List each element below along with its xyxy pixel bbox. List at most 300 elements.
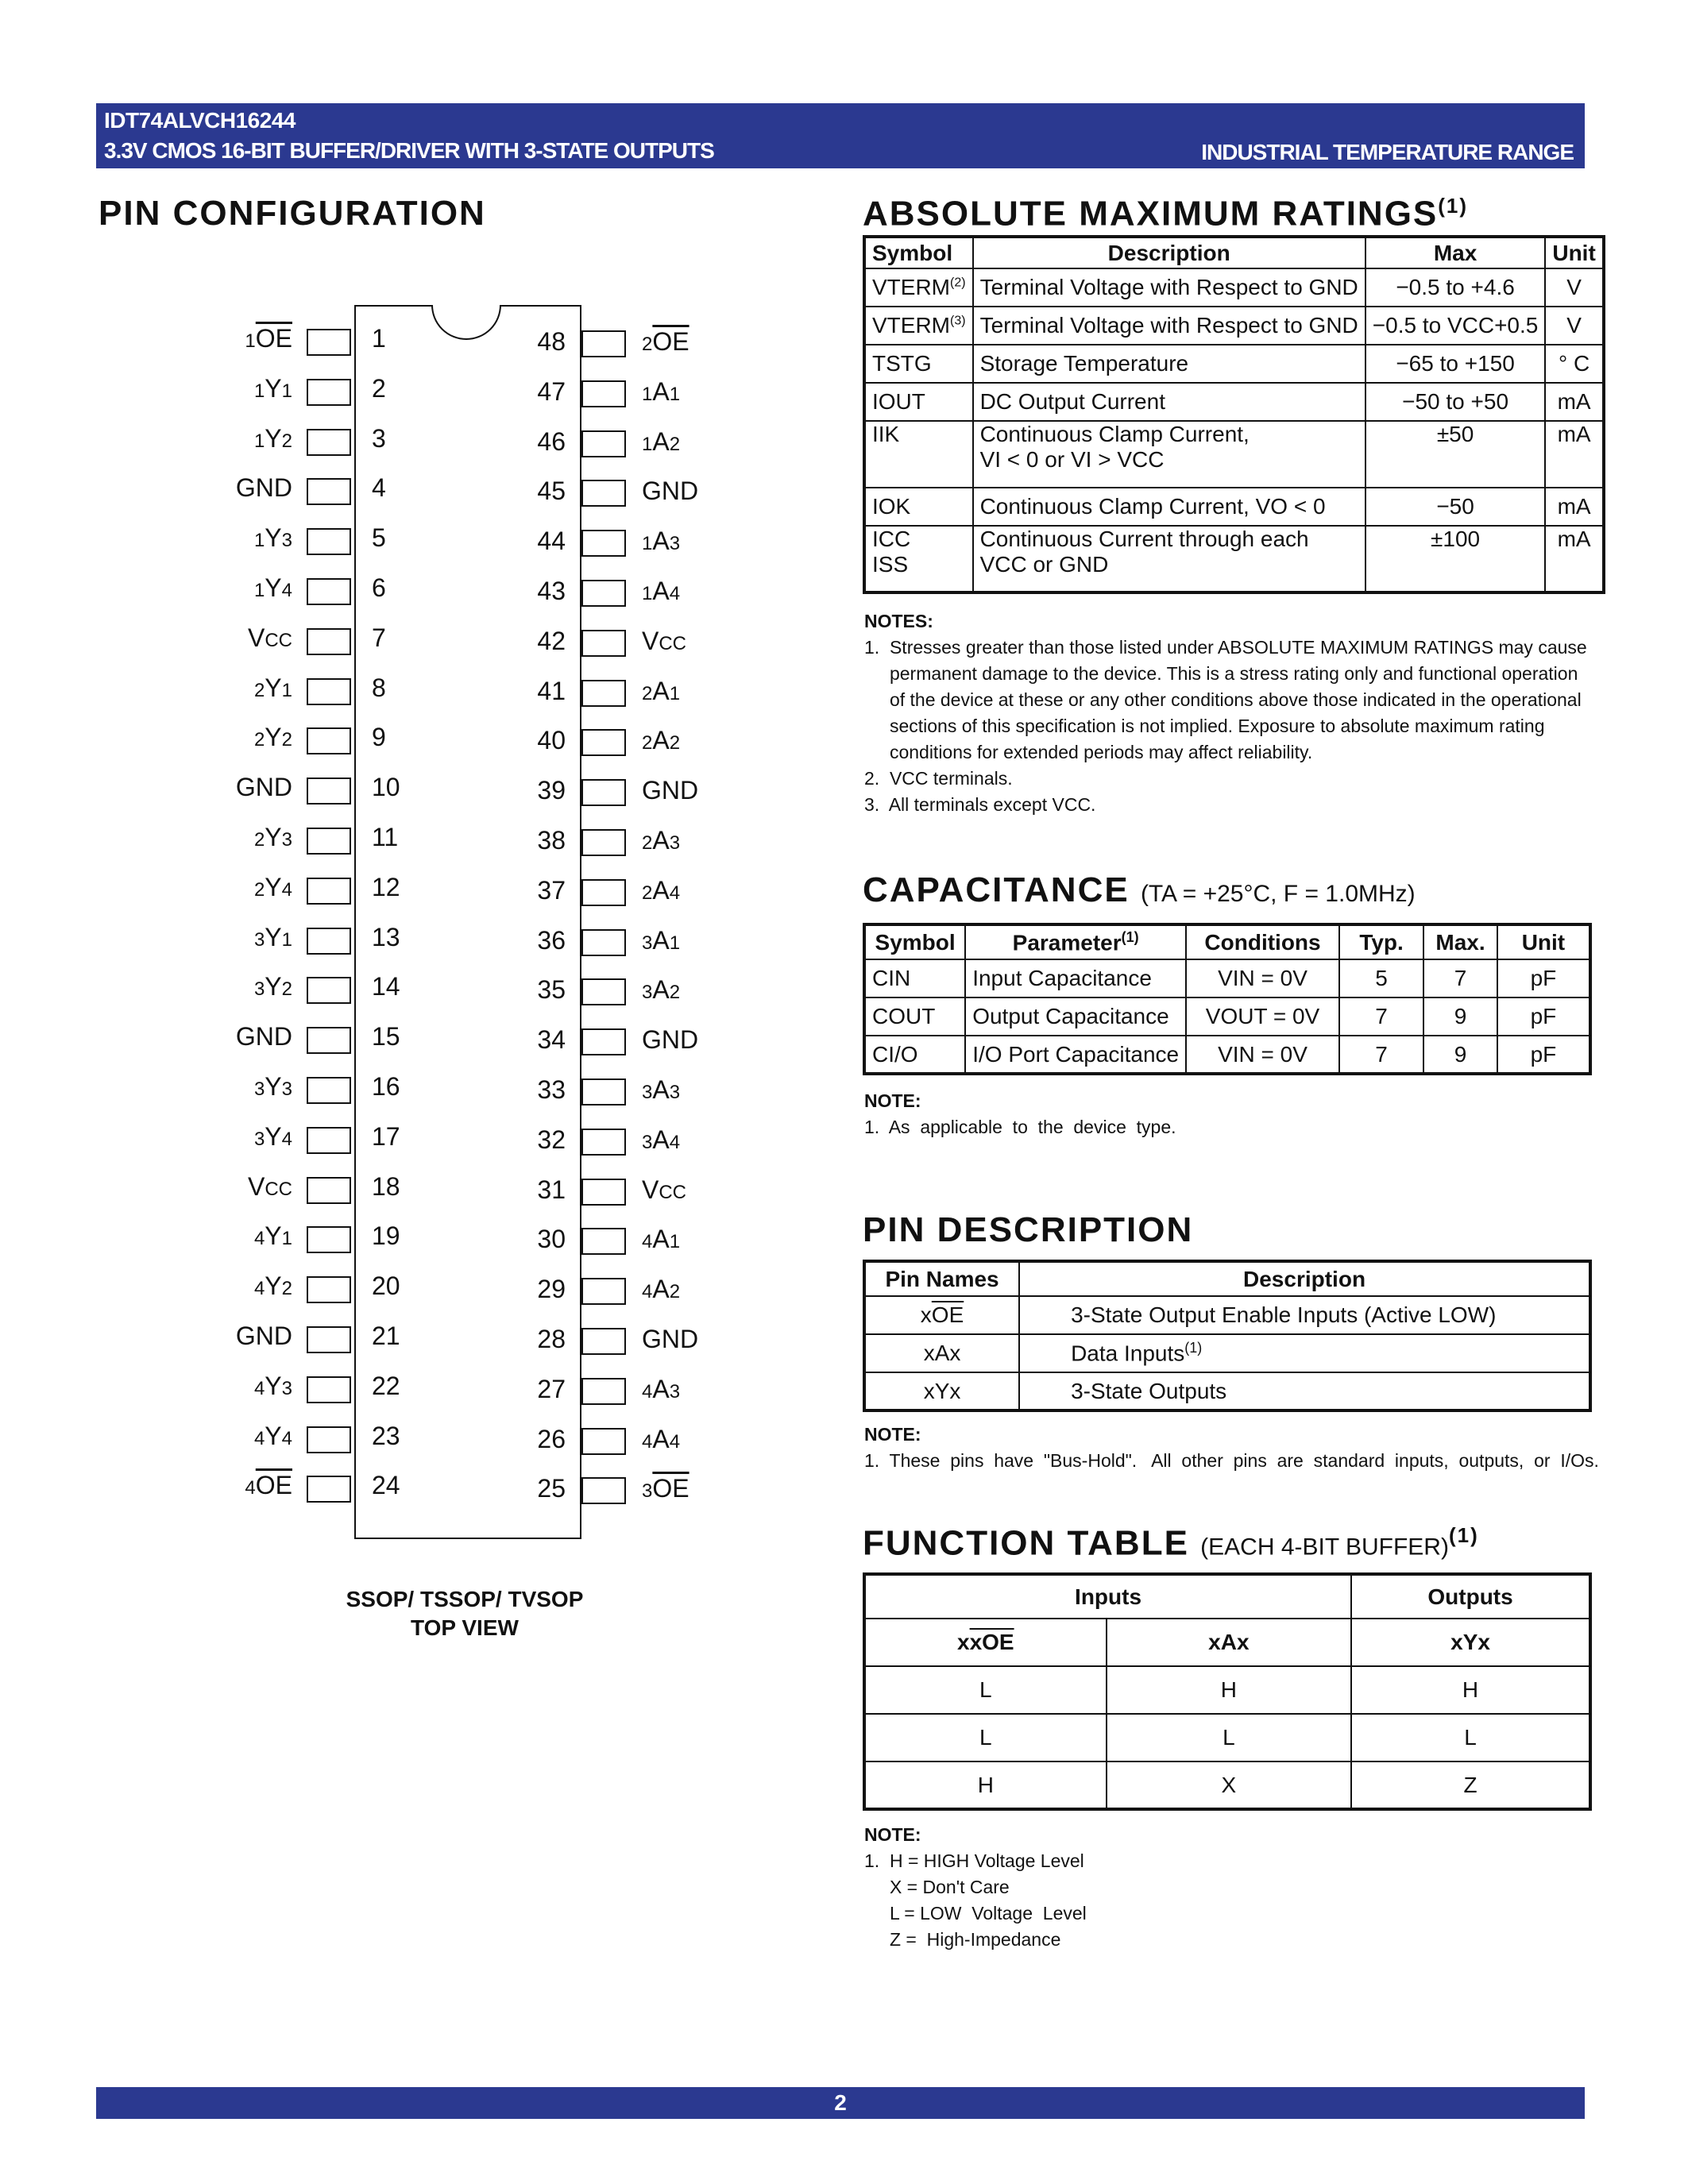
abs-col-description: Description — [973, 237, 1365, 268]
pin-box — [307, 379, 351, 406]
pin-label — [254, 723, 292, 752]
pin-label-sub: 4 — [281, 1427, 292, 1449]
abs-unit: ° C — [1545, 345, 1603, 383]
pin-number: 34 — [537, 1025, 566, 1055]
pin-number: 37 — [537, 875, 566, 905]
pd-pin-text: $\overline{OE}$ — [931, 1302, 964, 1327]
abs-description — [973, 421, 1365, 488]
pin-label-sub: 4 — [281, 1128, 292, 1150]
capacitance-subtitle: (TA = +25°C, F = 1.0MHz) — [1140, 881, 1416, 907]
capacitance-notes — [864, 1088, 1595, 1140]
pin-box — [581, 1328, 626, 1355]
cap-row — [864, 997, 1590, 1036]
abs-symbol-sup: (2) — [950, 276, 966, 290]
pin-label-name: V — [247, 1171, 265, 1201]
pin-label — [254, 923, 292, 952]
pin-label-sub: 3 — [281, 829, 292, 851]
capacitance-title-text: CAPACITANCE — [863, 870, 1130, 909]
ft-cell: L — [1107, 1714, 1351, 1761]
cap-conditions: VIN = 0V — [1186, 959, 1339, 997]
abs-max-value: −0.5 to +4.6 — [1365, 268, 1546, 307]
pin-label-prefix: 3 — [642, 932, 653, 954]
ft-cell: H — [864, 1761, 1107, 1809]
pin-label-name: A — [652, 527, 670, 556]
abs-symbol — [864, 268, 973, 307]
pin-label-name: A — [652, 875, 670, 905]
pin-label-name: GND — [642, 776, 699, 805]
cap-typ: 7 — [1339, 997, 1423, 1036]
abs-symbol-text: VTERM — [872, 275, 950, 299]
pin-label-name: A — [652, 1125, 670, 1154]
pin-label-prefix: 2 — [253, 829, 265, 851]
pin-number: 43 — [537, 577, 566, 605]
pin-config-title: PIN CONFIGURATION — [98, 194, 486, 233]
pin-box — [581, 630, 626, 657]
pin-box — [581, 829, 626, 856]
pin-label — [642, 677, 680, 706]
pin-label-sub: 4 — [669, 583, 681, 604]
abs-description-text: Terminal Voltage with Respect to GND — [979, 275, 1358, 299]
pin-label-sub: 4 — [669, 1131, 681, 1153]
pin-label-prefix: 1 — [253, 380, 265, 402]
abs-symbol-text: IOUT — [872, 389, 925, 414]
pin-label-name: GND — [642, 1025, 699, 1055]
cap-param-sup: (1) — [1121, 928, 1139, 945]
pin-label-sub: 1 — [281, 380, 292, 402]
abs-max-title — [863, 194, 1468, 234]
abs-description-text: Continuous Current through each — [979, 527, 1309, 551]
abs-note-line: 1. Stresses greater than those listed under ABSOLUTE MAXIMUM RATINGS may cause — [864, 637, 1587, 658]
pin-label-sub: 2 — [281, 978, 292, 1001]
cap-col-unit: Unit — [1497, 924, 1590, 959]
pin-number: 21 — [372, 1322, 400, 1350]
cap-col-parameter — [965, 924, 1186, 959]
pin-number: 6 — [372, 573, 386, 602]
pin-label-name: Y — [265, 523, 282, 553]
cap-conditions: VIN = 0V — [1186, 1036, 1339, 1074]
abs-unit: mA — [1545, 383, 1603, 421]
abs-symbol-text: ICC — [872, 527, 911, 551]
cap-max: 9 — [1423, 1036, 1497, 1074]
pin-label-prefix: 1 — [642, 433, 653, 455]
pin-label-prefix: 1 — [253, 530, 265, 552]
pin-box — [581, 1078, 626, 1106]
pin-label-name: $\overline{OE}$ — [652, 327, 689, 356]
pin-label-prefix: 2 — [253, 729, 265, 751]
pin-box — [307, 928, 351, 955]
pin-label-prefix: 3 — [253, 978, 265, 1001]
pin-label-sub: CC — [265, 629, 292, 651]
pd-pin — [864, 1372, 1019, 1410]
pin-number: 19 — [372, 1221, 400, 1251]
pin-box — [307, 429, 351, 456]
abs-notes-title: NOTES: — [864, 611, 933, 631]
pin-label — [254, 424, 292, 453]
ft-cell: L — [864, 1714, 1107, 1761]
pin-box — [581, 330, 626, 357]
pin-box — [307, 1127, 351, 1154]
pin-label — [254, 374, 292, 403]
pd-row — [864, 1296, 1590, 1334]
pin-box — [581, 430, 626, 457]
pin-number: 14 — [372, 972, 400, 1001]
pin-label-name: V — [642, 1175, 659, 1204]
pin-box — [581, 1129, 626, 1156]
pin-label-sub: 2 — [669, 433, 681, 455]
pin-label-sub: 3 — [281, 1078, 292, 1100]
ft-col-xoe-text: $\overline{xOE}$ — [969, 1630, 1014, 1654]
pin-label-prefix: 1 — [642, 383, 653, 405]
pin-box — [581, 1179, 626, 1206]
pin-label-sub: 3 — [669, 533, 681, 555]
pin-number: 30 — [537, 1225, 566, 1254]
pin-label-sub: 4 — [669, 1430, 681, 1453]
pin-box — [307, 628, 351, 655]
pin-number: 35 — [537, 975, 566, 1005]
pin-number: 3 — [372, 423, 386, 453]
pin-label — [254, 873, 292, 902]
pin-box — [307, 1077, 351, 1104]
pin-label-prefix: 3 — [253, 1128, 265, 1150]
pin-box — [307, 678, 351, 705]
pin-label-prefix: 4 — [253, 1377, 265, 1399]
pin-label-sub: 1 — [669, 383, 681, 405]
pin-label — [642, 1225, 680, 1254]
pin-label-name: A — [652, 726, 670, 755]
cap-parameter: I/O Port Capacitance — [965, 1036, 1186, 1074]
pin-label-name: A — [652, 426, 670, 456]
capacitance-title — [863, 870, 1416, 910]
pin-number: 27 — [537, 1374, 566, 1403]
pin-label — [254, 523, 292, 553]
cap-note-title: NOTE: — [864, 1090, 921, 1111]
abs-row — [864, 526, 1604, 592]
pin-label — [236, 773, 292, 802]
pin-label — [642, 577, 680, 606]
pin-label-prefix: 3 — [642, 982, 653, 1004]
temperature-range: INDUSTRIAL TEMPERATURE RANGE — [1201, 140, 1574, 164]
pin-label-sub: CC — [265, 1178, 292, 1200]
pin-label-name: GND — [235, 473, 292, 503]
pin-label-name: A — [652, 1225, 670, 1254]
pin-label — [254, 573, 292, 603]
abs-unit: V — [1545, 307, 1603, 345]
pin-number: 8 — [372, 673, 386, 702]
pin-number: 11 — [372, 823, 399, 851]
abs-description — [973, 307, 1365, 345]
pin-desc-notes — [864, 1422, 1599, 1474]
pin-label-sub: 2 — [281, 1278, 292, 1300]
abs-unit: mA — [1545, 488, 1603, 526]
cap-col-typ: Typ. — [1339, 924, 1423, 959]
cap-parameter: Output Capacitance — [965, 997, 1186, 1036]
pin-label — [254, 1072, 292, 1102]
abs-row — [864, 345, 1604, 383]
pin-box — [581, 480, 626, 507]
pin-label — [642, 926, 680, 955]
part-number: IDT74ALVCH16244 — [104, 108, 295, 133]
pin-label-sub: 3 — [669, 832, 681, 854]
pin-number: 40 — [537, 726, 566, 755]
pin-box — [307, 977, 351, 1004]
pin-label-sub: 3 — [669, 1082, 681, 1103]
pin-label — [254, 673, 292, 703]
cap-max: 9 — [1423, 997, 1497, 1036]
pin-label-sub: 1 — [669, 932, 681, 954]
pin-number: 17 — [372, 1121, 400, 1151]
pin-label-prefix: 2 — [253, 878, 265, 901]
pin-number: 7 — [372, 623, 386, 652]
pin-label — [642, 377, 680, 407]
ft-title-sup: (1) — [1448, 1523, 1479, 1547]
abs-description-text: Storage Temperature — [979, 351, 1189, 376]
pin-label-prefix: 4 — [253, 1427, 265, 1449]
pin-label-prefix: 3 — [642, 1480, 653, 1503]
cap-parameter: Input Capacitance — [965, 959, 1186, 997]
pin-label-name: $\overline{OE}$ — [255, 1471, 292, 1500]
pin-label-sub: 4 — [669, 882, 681, 904]
pin-label-name: A — [652, 676, 670, 705]
pin-number: 36 — [537, 925, 566, 955]
abs-description — [973, 268, 1365, 307]
pin-label-prefix: 4 — [253, 1278, 265, 1300]
pin-label-name: Y — [265, 823, 282, 851]
pin-label-sub: 2 — [669, 1281, 681, 1303]
ft-note-line: Z = High-Impedance — [864, 1929, 1061, 1950]
capacitance-table — [863, 923, 1592, 1075]
pin-box — [307, 778, 351, 805]
pin-label-name: $\overline{OE}$ — [652, 1474, 689, 1503]
pin-label — [642, 975, 680, 1005]
pin-label — [642, 826, 680, 855]
ft-col-xoe: $x\overline{xOE}$ — [864, 1619, 1107, 1666]
pin-label — [642, 1325, 698, 1354]
pd-note-title: NOTE: — [864, 1424, 921, 1445]
pin-number: 10 — [372, 773, 400, 802]
pin-label-name: A — [652, 925, 670, 955]
pin-label — [254, 823, 292, 852]
abs-description — [973, 345, 1365, 383]
pin-number: 38 — [537, 826, 566, 855]
cap-unit: pF — [1497, 997, 1590, 1036]
pin-box — [581, 380, 626, 407]
abs-max-value: −65 to +150 — [1365, 345, 1546, 383]
ft-cell: X — [1107, 1761, 1351, 1809]
pin-box — [307, 1326, 351, 1353]
pin-label-name: Y — [265, 673, 282, 702]
pin-label-name: A — [652, 376, 670, 406]
pd-row — [864, 1334, 1590, 1372]
pin-box — [307, 1376, 351, 1403]
pin-label — [642, 427, 680, 457]
pin-number: 31 — [537, 1175, 566, 1204]
ft-col-xax: xAx — [1107, 1619, 1351, 1666]
package-types: SSOP/ TSSOP/ TVSOP — [346, 1587, 584, 1611]
pin-number: 45 — [537, 477, 566, 506]
pin-number: 24 — [372, 1471, 400, 1500]
abs-symbol — [864, 307, 973, 345]
pin-label-sub: 4 — [281, 580, 292, 601]
pd-pin — [864, 1334, 1019, 1372]
pin-label — [642, 1275, 680, 1304]
pin-number: 12 — [372, 872, 400, 901]
pin-box — [307, 1476, 351, 1503]
pin-box — [307, 578, 351, 605]
pin-label-prefix: 1 — [642, 533, 653, 555]
cap-col-symbol: Symbol — [864, 924, 965, 959]
pin-number: 44 — [537, 527, 566, 556]
pin-label — [642, 1025, 698, 1055]
pin-box — [581, 978, 626, 1005]
pin-number: 46 — [537, 426, 566, 456]
pin-label — [642, 726, 680, 755]
pin-label-name: Y — [265, 872, 282, 901]
pin-label — [642, 527, 680, 556]
abs-description-text-2: VCC or GND — [979, 552, 1109, 577]
abs-symbol — [864, 383, 973, 421]
pin-label-name: Y — [265, 1421, 282, 1450]
pin-label-name: Y — [265, 922, 282, 951]
pin-box — [581, 1278, 626, 1305]
abs-description-text: Continuous Clamp Current, VO < 0 — [979, 494, 1326, 519]
pin-label-name: $\overline{OE}$ — [255, 324, 292, 353]
abs-row — [864, 488, 1604, 526]
abs-note-line: sections of this specification is not implied. Exposure to absolute maximum rating — [864, 716, 1545, 736]
pd-col-desc: Description — [1019, 1261, 1590, 1296]
pin-label-prefix: 4 — [642, 1231, 653, 1253]
pin-label-name: A — [652, 826, 670, 855]
function-table-notes — [864, 1822, 1595, 1953]
pin-box — [307, 528, 351, 555]
pin-number: 22 — [372, 1371, 400, 1400]
ft-group-inputs: Inputs — [864, 1574, 1351, 1619]
abs-note-line: permanent damage to the device. This is a stress rating only and functional operation — [864, 663, 1578, 684]
pin-label — [642, 627, 686, 656]
ft-row — [864, 1666, 1590, 1714]
ft-note-line: 1. H = HIGH Voltage Level — [864, 1850, 1084, 1871]
pd-desc-text: 3-State Outputs — [1071, 1378, 1227, 1403]
abs-description — [973, 526, 1365, 592]
pin-label-sub: 2 — [281, 729, 292, 751]
pin-number: 26 — [537, 1424, 566, 1453]
ft-group-outputs: Outputs — [1351, 1574, 1590, 1619]
pin-label-sub: 1 — [281, 1228, 292, 1250]
cap-unit: pF — [1497, 959, 1590, 997]
pin-box — [581, 1428, 626, 1455]
pin-label-name: A — [652, 1424, 670, 1453]
document-subtitle: 3.3V CMOS 16-BIT BUFFER/DRIVER WITH 3-STATE OUTPUTS — [104, 138, 714, 163]
pin-label-name: Y — [265, 1121, 282, 1151]
cap-row — [864, 959, 1590, 997]
pd-pin-text: xYx — [923, 1378, 961, 1403]
abs-col-symbol: Symbol — [864, 237, 973, 268]
pd-col-pin: Pin Names — [864, 1261, 1019, 1296]
pin-number: 47 — [537, 376, 566, 406]
pin-label-name: GND — [235, 773, 292, 802]
pin-number: 18 — [372, 1171, 400, 1201]
abs-description-text: DC Output Current — [979, 389, 1165, 414]
cap-unit: pF — [1497, 1036, 1590, 1074]
pin-label — [642, 327, 689, 357]
pin-label-prefix: 3 — [253, 1078, 265, 1100]
pin-label-prefix: 1 — [253, 430, 265, 452]
pin-label-name: Y — [265, 573, 282, 602]
pin-label-name: Y — [265, 972, 282, 1001]
pin-box — [581, 1477, 626, 1504]
pin-label-sub: 2 — [281, 430, 292, 452]
pin-label-prefix: 4 — [642, 1380, 653, 1403]
pin-label — [642, 1375, 680, 1404]
pin-box — [307, 828, 351, 855]
pin-box — [581, 779, 626, 806]
pin-label — [254, 1221, 292, 1251]
pin-label-prefix: 4 — [253, 1228, 265, 1250]
pin-label-name: Y — [265, 1072, 282, 1101]
pin-label-sub: 1 — [281, 679, 292, 701]
pin-box — [581, 929, 626, 956]
pin-label-name: V — [247, 623, 265, 652]
ft-row — [864, 1761, 1590, 1809]
abs-row — [864, 307, 1604, 345]
pin-label-sub: 3 — [281, 1377, 292, 1399]
pd-desc-text: 3-State Output Enable Inputs (Active LOW) — [1071, 1302, 1497, 1327]
abs-symbol-text-2: ISS — [872, 552, 909, 577]
pd-pin: $x\overline{OE}$ — [864, 1296, 1019, 1334]
pin-number: 28 — [537, 1325, 566, 1353]
abs-symbol — [864, 421, 973, 488]
pin-label-name: A — [652, 577, 670, 605]
pin-label — [254, 1122, 292, 1152]
cap-symbol: CIN — [864, 959, 965, 997]
pd-desc — [1019, 1372, 1590, 1410]
cap-note-text: 1. As applicable to the device type. — [864, 1117, 1176, 1137]
abs-description-text: Terminal Voltage with Respect to GND — [979, 313, 1358, 338]
pin-label-sub: 2 — [669, 982, 681, 1004]
abs-max-value: −0.5 to VCC+0.5 — [1365, 307, 1546, 345]
pin-label-name: V — [642, 626, 659, 655]
abs-max-value: ±50 — [1365, 421, 1546, 488]
pin-number: 25 — [537, 1474, 566, 1503]
pd-pin-text: xAx — [923, 1341, 961, 1365]
abs-description-text: Continuous Clamp Current, — [979, 422, 1250, 446]
pin-box — [581, 530, 626, 557]
ft-subtitle: (EACH 4-BIT BUFFER) — [1200, 1534, 1449, 1561]
pin-label-sub: 4 — [281, 878, 292, 901]
pd-desc-sup: (1) — [1184, 1340, 1203, 1356]
pin-number: 48 — [537, 327, 566, 356]
pin-desc-table — [863, 1260, 1592, 1412]
pin-number: 39 — [537, 776, 566, 805]
abs-max-notes — [864, 608, 1595, 818]
pin-number: 29 — [537, 1275, 566, 1304]
ft-col-xyx: xYx — [1351, 1619, 1590, 1666]
pin-number: 41 — [537, 676, 566, 705]
abs-unit: V — [1545, 268, 1603, 307]
pin-label — [642, 1125, 680, 1155]
ft-note-line: L = LOW Voltage Level — [864, 1903, 1087, 1924]
pin-label-sub: 1 — [281, 928, 292, 951]
pin-box — [307, 1027, 351, 1054]
ft-cell: Z — [1351, 1761, 1590, 1809]
pin-desc-title: PIN DESCRIPTION — [863, 1210, 1194, 1249]
pin-label — [245, 324, 292, 353]
cap-row — [864, 1036, 1590, 1074]
pin-number: 15 — [372, 1022, 400, 1051]
abs-col-unit: Unit — [1545, 237, 1603, 268]
pin-number: 16 — [372, 1072, 400, 1101]
pin-label-prefix: 3 — [642, 1082, 653, 1103]
pin-label — [642, 1075, 680, 1105]
